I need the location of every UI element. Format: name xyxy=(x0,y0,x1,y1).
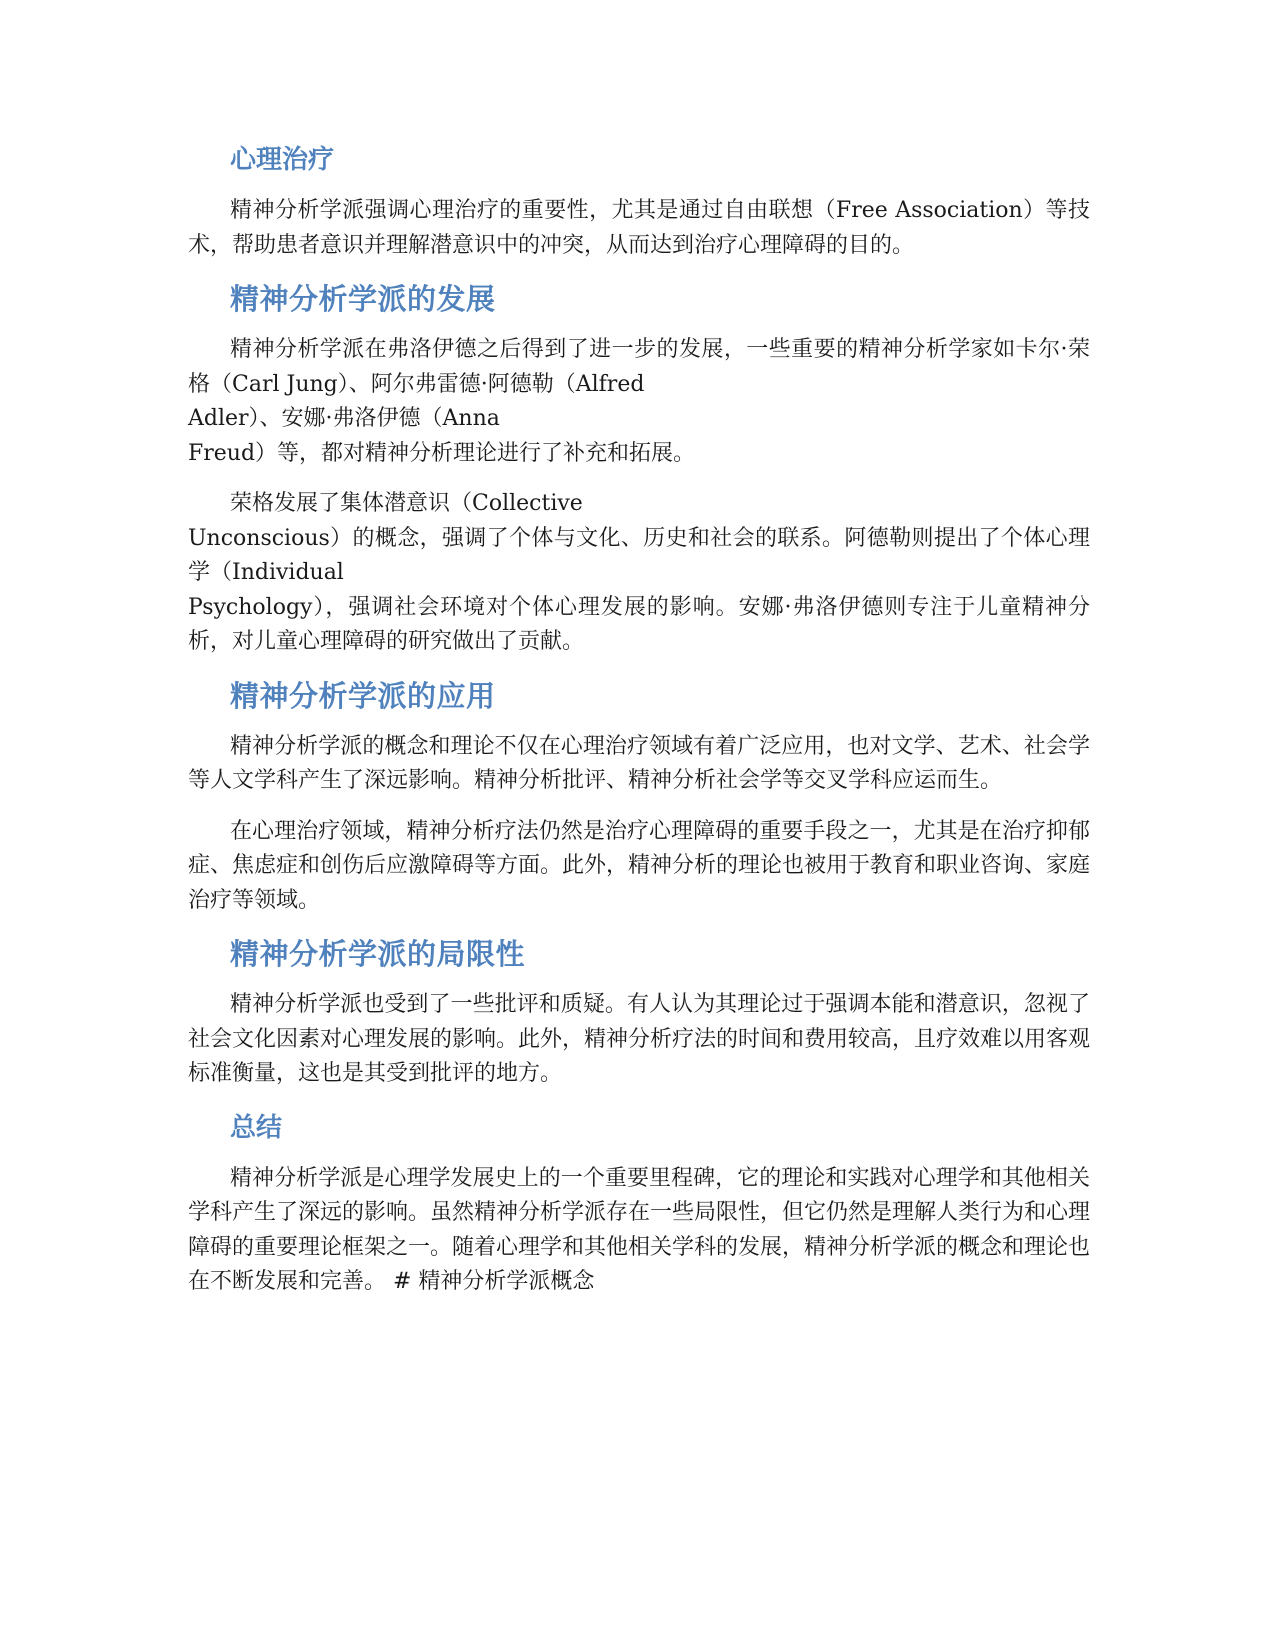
section-heading-summary: 总结 xyxy=(230,1112,283,1143)
paragraph-application-2: 在心理治疗领域，精神分析疗法仍然是治疗心理障碍的重要手段之一，尤其是在治疗抑郁症、焦虑症和创伤后应激障碍等方面。此外，精神分析的理论也被用于教育和职业咨询、家庭治疗等领域。 xyxy=(188,818,1091,913)
section-heading-development: 精神分析学派的发展 xyxy=(230,282,496,316)
paragraph-limitations: 精神分析学派也受到了一些批评和质疑。有人认为其理论过于强调本能和潜意识，忽视了社会文化因素对心理发展的影响。此外，精神分析疗法的时间和费用较高，且疗效难以用客观标准衡量，这也是其受到批评的地方。 xyxy=(188,992,1091,1086)
paragraph-development-2: 荣格发展了集体潜意识（Collective Unconscious）的概念，强调了个体与文化、历史和社会的联系。阿德勒则提出了个体心理学（Individual Psychology），强调社会环境对个体心理发展的影响。安娜·弗洛伊德则专注于儿童精神分析，对儿童心理障碍的研究做出了贡献。 xyxy=(188,491,1090,654)
document-body xyxy=(188,140,1090,1316)
paragraph-development-1: 精神分析学派在弗洛伊德之后得到了进一步的发展，一些重要的精神分析学家如卡尔·荣格（Carl Jung）、阿尔弗雷德·阿德勒（Alfred Adler）、安娜·弗洛伊德（Anna Freud）等，都对精神分析理论进行了补充和拓展。 xyxy=(188,337,1090,466)
section-heading-limitations: 精神分析学派的局限性 xyxy=(230,937,526,971)
section-heading-psychotherapy: 心理治疗 xyxy=(230,145,335,175)
paragraph-summary: 精神分析学派是心理学发展史上的一个重要里程碑，它的理论和实践对心理学和其他相关学科产生了深远的影响。虽然精神分析学派存在一些局限性，但它仍然是理解人类行为和心理障碍的重要理论框架之一。随着心理学和其他相关学科的发展，精神分析学派的概念和理论也在不断发展和完善。 # 精神分析学派概念 xyxy=(188,1165,1091,1294)
paragraph-application-1: 精神分析学派的概念和理论不仅在心理治疗领域有着广泛应用，也对文学、艺术、社会学等人文学科产生了深远影响。精神分析批评、精神分析社会学等交叉学科应运而生。 xyxy=(188,733,1090,793)
paragraph-psychotherapy: 精神分析学派强调心理治疗的重要性，尤其是通过自由联想（Free Association）等技术，帮助患者意识并理解潜意识中的冲突，从而达到治疗心理障碍的目的。 xyxy=(188,198,1090,258)
section-heading-application: 精神分析学派的应用 xyxy=(230,678,496,713)
